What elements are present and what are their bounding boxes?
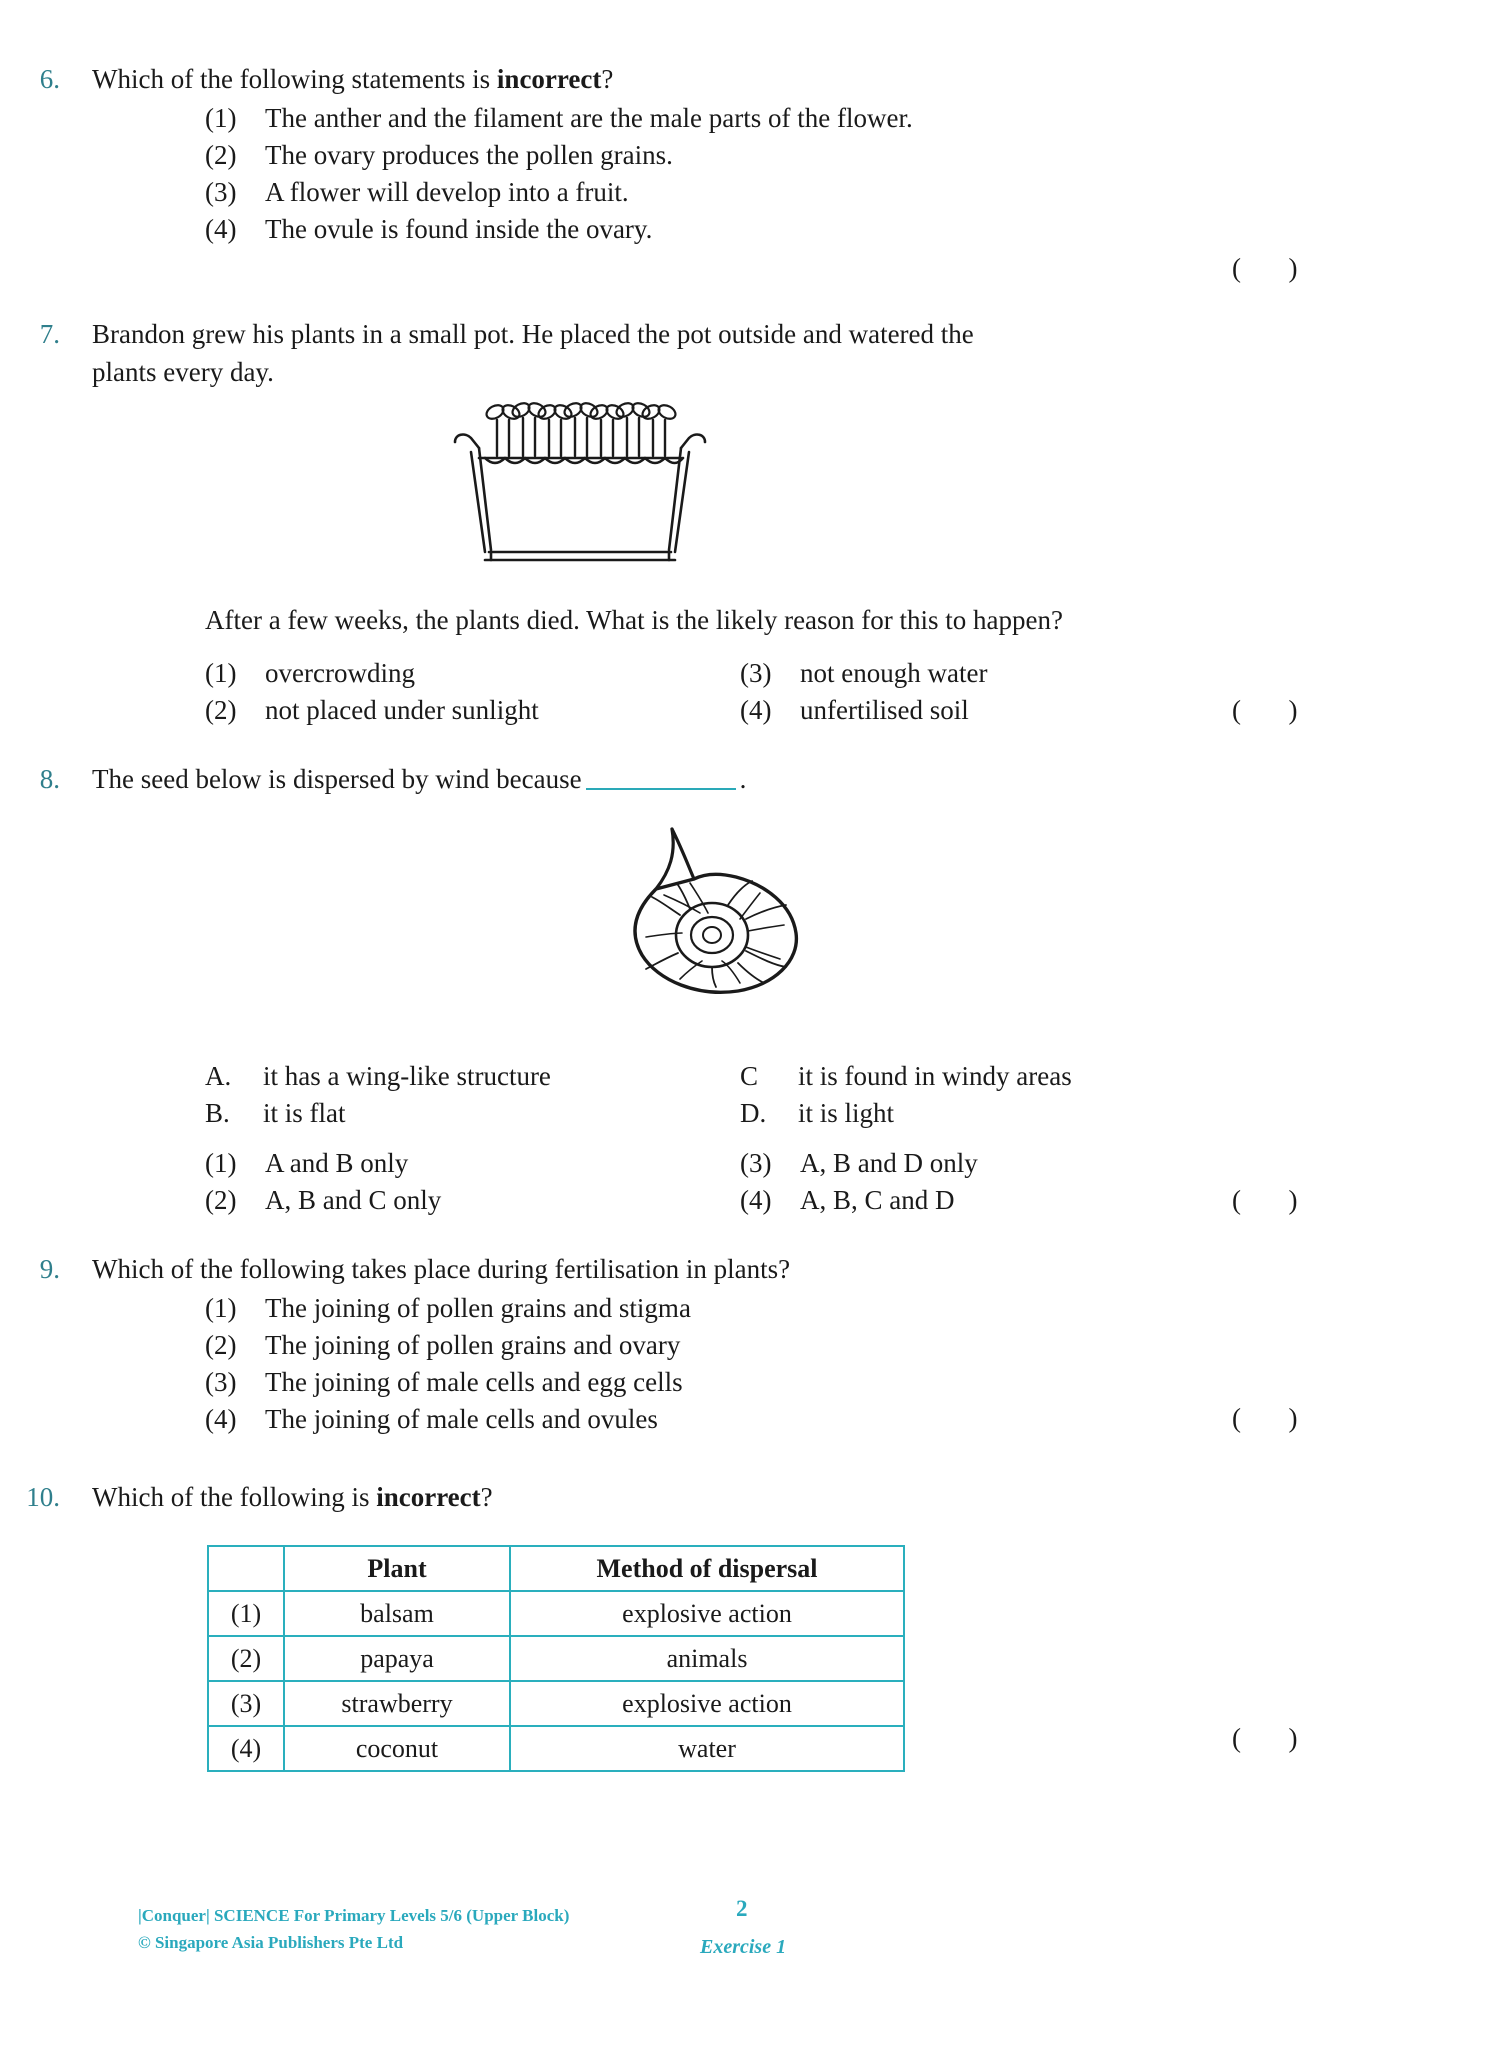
statement-text: it is found in windy areas: [798, 1061, 1072, 1091]
statement-text: it has a wing-like structure: [263, 1061, 551, 1091]
question-9-number: 9.: [39, 1254, 60, 1284]
row-method: explosive action: [510, 1591, 904, 1636]
question-8-number: 8.: [39, 764, 60, 794]
question-8-statement-d: [740, 1095, 1072, 1132]
option-text: overcrowding: [265, 658, 415, 688]
winged-seed-svg: [620, 815, 830, 1015]
option-key: (2): [205, 1185, 237, 1215]
table-header-plant: Plant: [284, 1546, 510, 1591]
option-text: A, B and D only: [800, 1148, 978, 1178]
question-10-stem-emphasis: incorrect: [376, 1482, 481, 1512]
row-key: (2): [208, 1636, 284, 1681]
row-method: explosive action: [510, 1681, 904, 1726]
question-9-option-3[interactable]: [205, 1364, 691, 1401]
question-7-stem-line2: plants every day.: [92, 357, 274, 387]
option-text: The ovule is found inside the ovary.: [265, 214, 653, 244]
question-7-number: 7.: [39, 319, 60, 349]
row-method: water: [510, 1726, 904, 1771]
question-7-options-right: [740, 655, 987, 729]
question-6-answer-bracket[interactable]: ( ): [1232, 253, 1299, 283]
question-7-answer-bracket[interactable]: ( ): [1232, 695, 1299, 725]
table-row[interactable]: [208, 1726, 904, 1771]
option-text: A and B only: [265, 1148, 409, 1178]
question-6-options: [205, 100, 913, 248]
table-head: [208, 1546, 904, 1591]
question-9-stem-row: [0, 1250, 1496, 1288]
fill-in-blank[interactable]: [586, 766, 736, 790]
row-key: (4): [208, 1726, 284, 1771]
question-8-answer-bracket[interactable]: ( ): [1232, 1185, 1299, 1215]
option-text: not enough water: [800, 658, 988, 688]
option-key: (2): [205, 1330, 237, 1360]
statement-key: A.: [205, 1061, 232, 1091]
table-header-row: [208, 1546, 904, 1591]
row-method: animals: [510, 1636, 904, 1681]
question-6: [0, 60, 1496, 98]
potted-plants-svg: [435, 400, 725, 585]
question-6-option-1[interactable]: [205, 100, 913, 137]
option-key: (3): [205, 1367, 237, 1397]
question-7: [0, 315, 1496, 391]
table-row[interactable]: [208, 1681, 904, 1726]
table-row[interactable]: [208, 1636, 904, 1681]
statement-text: it is flat: [263, 1098, 346, 1128]
option-key: (1): [205, 1293, 237, 1323]
option-text: The joining of pollen grains and stigma: [265, 1293, 691, 1323]
question-8-stem-row: [0, 760, 1496, 798]
option-text: The joining of male cells and egg cells: [265, 1367, 683, 1397]
question-6-stem-suffix: ?: [601, 64, 614, 94]
footer-title: |Conquer| SCIENCE For Primary Levels 5/6 (Upper Block): [138, 1906, 570, 1925]
question-8-statements: [205, 1058, 1072, 1132]
question-9-option-2[interactable]: [205, 1327, 691, 1364]
page-number: 2: [736, 1896, 748, 1921]
question-8-option-1[interactable]: [205, 1145, 441, 1182]
row-plant: balsam: [284, 1591, 510, 1636]
question-8-stem: [68, 760, 746, 798]
option-key: (1): [205, 658, 237, 688]
potted-plants-illustration: [435, 400, 725, 585]
statement-key: D.: [740, 1098, 767, 1128]
question-10-stem-row: [0, 1478, 1496, 1516]
question-10-stem-prefix: Which of the following is: [92, 1482, 377, 1512]
question-7-followup: After a few weeks, the plants died. What is the likely reason for this to happen?: [205, 605, 1063, 635]
question-7-option-2[interactable]: [205, 692, 539, 729]
row-plant: papaya: [284, 1636, 510, 1681]
row-plant: coconut: [284, 1726, 510, 1771]
footer-copyright: © Singapore Asia Publishers Pte Ltd: [138, 1933, 404, 1952]
option-text: A, B and C only: [265, 1185, 442, 1215]
option-key: (1): [205, 103, 237, 133]
option-text: The ovary produces the pollen grains.: [265, 140, 673, 170]
question-8-statement-c: [740, 1058, 1072, 1095]
question-6-stem-emphasis: incorrect: [496, 64, 602, 94]
question-7-stem-line1: Brandon grew his plants in a small pot. He placed the pot outside and watered the: [92, 319, 974, 349]
question-8-option-3[interactable]: [740, 1145, 978, 1182]
dispersal-table: [207, 1545, 905, 1772]
question-10-answer-bracket[interactable]: ( ): [1232, 1723, 1299, 1753]
question-10-stem-suffix: ?: [480, 1482, 493, 1512]
row-key: (3): [208, 1681, 284, 1726]
option-key: (3): [740, 658, 772, 688]
option-key: (3): [740, 1148, 772, 1178]
row-plant: strawberry: [284, 1681, 510, 1726]
question-8-option-4[interactable]: [740, 1182, 978, 1219]
question-9-option-1[interactable]: [205, 1290, 691, 1327]
option-text: The joining of male cells and ovules: [265, 1404, 658, 1434]
question-6-option-4[interactable]: [205, 211, 913, 248]
row-key: (1): [208, 1591, 284, 1636]
winged-seed-illustration: [620, 815, 830, 1015]
question-8-statement-a: [205, 1058, 551, 1095]
table-row[interactable]: [208, 1591, 904, 1636]
question-8: [0, 760, 1496, 798]
option-text: A flower will develop into a fruit.: [265, 177, 629, 207]
table-body: [208, 1591, 904, 1771]
question-6-stem: [68, 60, 613, 98]
question-10-number: 10.: [26, 1482, 60, 1512]
option-key: (3): [205, 177, 237, 207]
option-key: (4): [740, 1185, 772, 1215]
question-9-stem: Which of the following takes place during fertilisation in plants?: [92, 1254, 791, 1284]
question-7-option-4[interactable]: [740, 692, 987, 729]
question-10: [0, 1478, 1496, 1516]
question-6-stem-prefix: Which of the following statements is: [92, 64, 497, 94]
question-6-stem-row: [0, 60, 1496, 98]
question-8-stem-prefix: The seed below is dispersed by wind because: [92, 764, 582, 794]
option-key: (1): [205, 1148, 237, 1178]
question-7-stem-row: [0, 315, 1496, 391]
question-7-stem: [68, 315, 974, 391]
question-8-statements-right: [740, 1058, 1072, 1132]
question-7-option-3[interactable]: [740, 655, 987, 692]
option-text: A, B, C and D: [800, 1185, 955, 1215]
table-header-blank: [208, 1546, 284, 1591]
question-8-options-right: [740, 1145, 978, 1219]
exercise-label: Exercise 1: [700, 1936, 787, 1958]
question-9-answer-bracket[interactable]: ( ): [1232, 1403, 1299, 1433]
option-text: unfertilised soil: [800, 695, 969, 725]
option-text: The joining of pollen grains and ovary: [265, 1330, 681, 1360]
statement-key: C: [740, 1061, 759, 1091]
question-7-option-1[interactable]: [205, 655, 539, 692]
option-text: The anther and the filament are the male parts of the flower.: [265, 103, 913, 133]
question-7-options: [205, 655, 988, 729]
option-key: (4): [205, 1404, 237, 1434]
question-10-stem: [68, 1478, 493, 1516]
statement-key: B.: [205, 1098, 230, 1128]
question-8-options: [205, 1145, 978, 1219]
option-key: (4): [205, 214, 237, 244]
table-header-method: Method of dispersal: [510, 1546, 904, 1591]
question-6-option-2[interactable]: [205, 137, 913, 174]
option-key: (2): [205, 695, 237, 725]
question-8-statement-b: [205, 1095, 551, 1132]
question-8-stem-suffix: .: [739, 764, 747, 794]
option-key: (2): [205, 140, 237, 170]
option-key: (4): [740, 695, 772, 725]
question-8-option-2[interactable]: [205, 1182, 441, 1219]
question-9-option-4[interactable]: [205, 1401, 691, 1438]
option-text: not placed under sunlight: [265, 695, 539, 725]
question-6-option-3[interactable]: [205, 174, 913, 211]
question-9: [0, 1250, 1496, 1288]
footer: [138, 1902, 569, 1956]
statement-text: it is light: [798, 1098, 895, 1128]
question-6-number: 6.: [39, 64, 60, 94]
question-9-options: [205, 1290, 691, 1438]
